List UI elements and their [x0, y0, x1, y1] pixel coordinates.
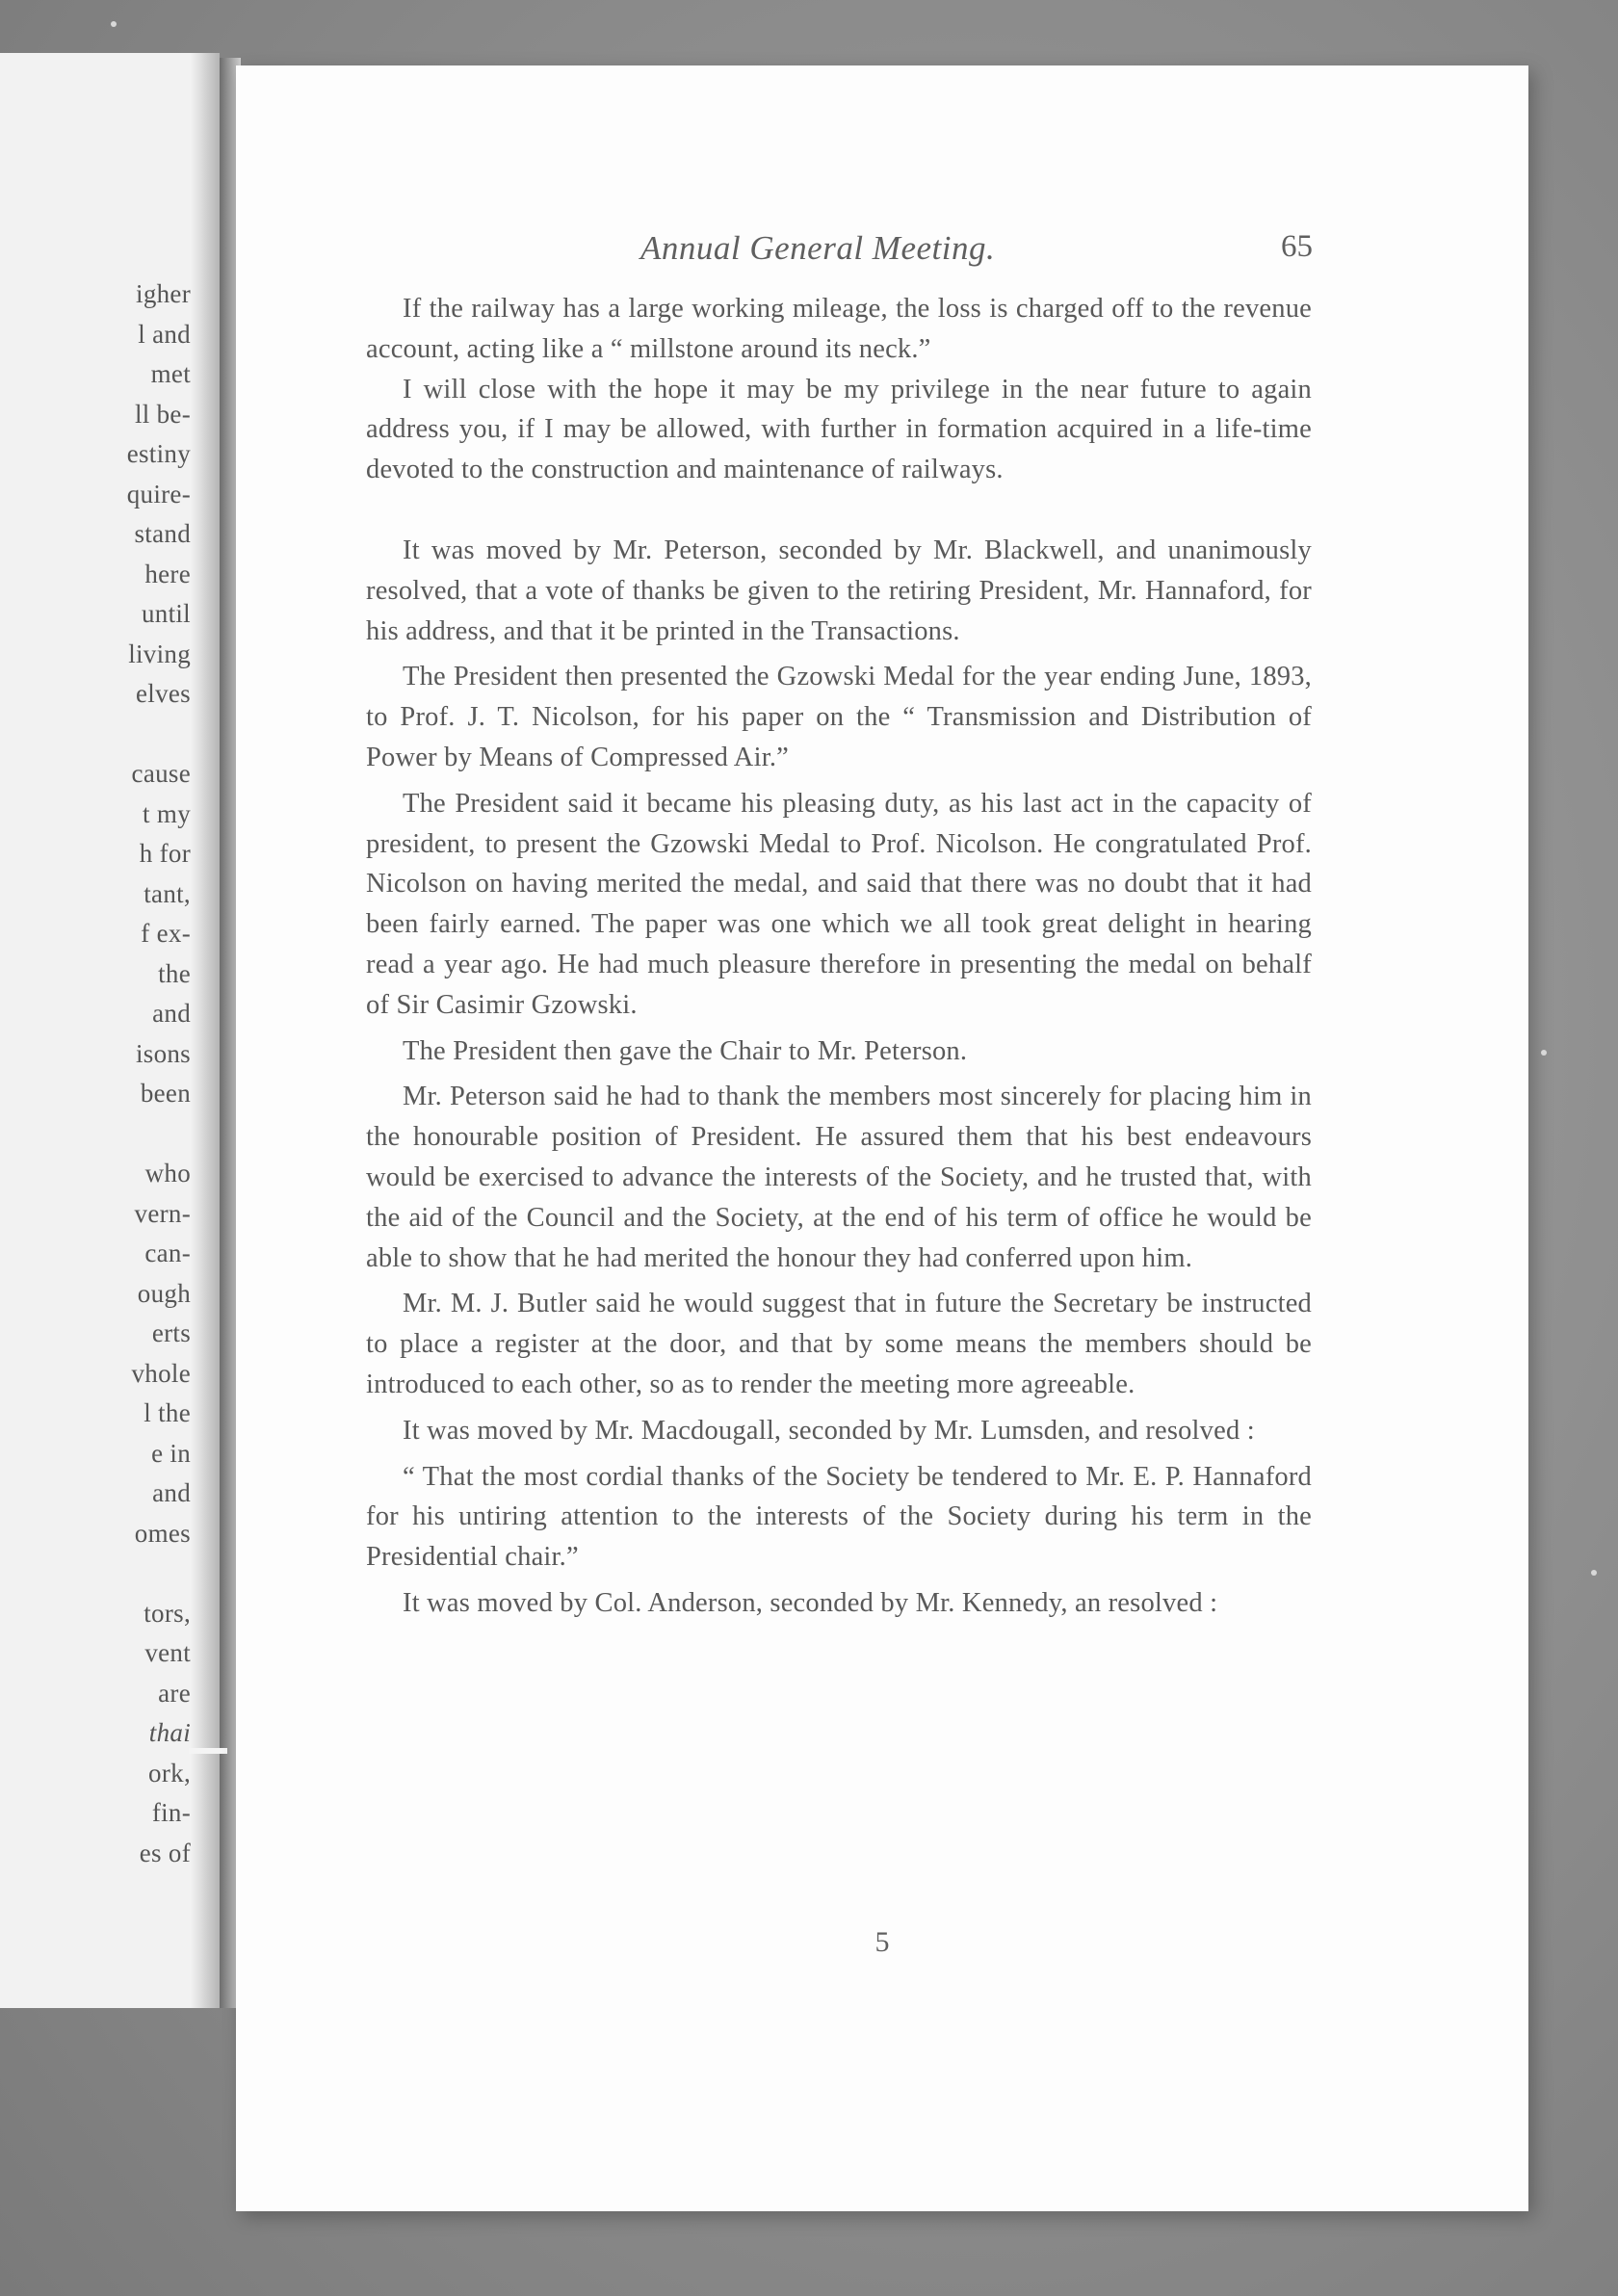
body-text: [366, 289, 1312, 1624]
spine-notch: [189, 1748, 227, 1754]
text-fragment: l and: [138, 319, 191, 349]
text-fragment: quire-: [126, 479, 191, 509]
text-fragment: are: [158, 1678, 191, 1708]
text-fragment: and: [152, 1478, 191, 1507]
dust-speck: [1591, 1570, 1597, 1576]
text-fragment: and: [152, 999, 191, 1028]
text-fragment: stand: [134, 519, 191, 548]
text-fragment: tant,: [144, 878, 191, 908]
text-fragment: l the: [144, 1398, 191, 1427]
paragraph: Mr. M. J. Butler said he would suggest that in future the Secretary be instructed to place a register at the door, and that by some means the members should be introduced to each other, so as to render the meeting more agreeable.: [366, 1289, 1312, 1399]
text-fragment: isons: [135, 1038, 191, 1068]
text-fragment: igher: [136, 279, 191, 308]
text-fragment: thai: [148, 1718, 191, 1747]
text-fragment: elves: [136, 679, 191, 708]
text-fragment: met: [150, 359, 191, 388]
text-fragment: estiny: [126, 439, 191, 468]
text-fragment: [0, 715, 191, 755]
paragraph: It was moved by Mr. Peterson, seconded by Mr. Blackwell, and unanimously resolved, that a vote of thanks be given to the retiring President, Mr. Hannaford, for his address, and that it be printed in the Transactions.: [366, 535, 1312, 646]
text-fragment: been: [140, 1079, 191, 1108]
text-fragment: until: [141, 599, 191, 628]
text-fragment: who: [144, 1159, 191, 1187]
text-fragment: here: [144, 559, 191, 588]
paragraph: The President then gave the Chair to Mr. Peterson.: [403, 1035, 968, 1066]
text-fragment: the: [158, 958, 191, 988]
text-fragment: [0, 1114, 191, 1155]
paragraph: The President said it became his pleasing duty, as his last act in the capacity of president, to present the Gzowski Medal to Prof. Nicolson. He congratulated Prof. Nicolson on having merited the medal, and said that there was no doubt that it had been fairly earned. The paper was one which we all took great delight in hearing read a year ago. He had much pleasure therefore in presenting the medal on behalf of Sir Casimir Gzowski.: [366, 788, 1312, 1020]
text-fragment: h for: [139, 839, 191, 868]
text-fragment: t my: [143, 798, 191, 828]
running-head: [236, 229, 1528, 277]
text-fragment: [0, 1553, 191, 1594]
text-fragment: vern-: [134, 1198, 191, 1228]
text-fragment: ork,: [148, 1758, 191, 1787]
text-fragment: e in: [151, 1438, 191, 1468]
text-fragment: erts: [151, 1318, 191, 1347]
text-fragment: f ex-: [141, 919, 191, 948]
running-title: Annual General Meeting.: [640, 229, 996, 267]
gutter-shadow: [191, 53, 220, 2008]
text-fragment: living: [128, 639, 191, 668]
paragraph: It was moved by Mr. Macdougall, seconded by Mr. Lumsden, and resolved :: [403, 1415, 1255, 1446]
previous-page-text-fragments: [0, 274, 191, 1873]
paragraph: Mr. Peterson said he had to thank the members most sincerely for placing him in the honourable position of President. He assured them that his best endeavours would be exercised to advance the interests of the Society, and he trusted that, with the aid of the Council and the Society, at the end of his term of office he would be able to show that he had merited the honour they had conferred upon him.: [366, 1082, 1312, 1273]
text-fragment: tors,: [144, 1598, 191, 1628]
text-fragment: can-: [144, 1239, 191, 1267]
paragraph: I will close with the hope it may be my privilege in the near future to again address you, if I may be allowed, with further in formation acquired in a life-time devoted to the construction and maintenance of railways.: [366, 374, 1312, 485]
text-fragment: cause: [131, 759, 191, 788]
text-fragment: omes: [134, 1518, 191, 1548]
text-fragment: fin-: [151, 1798, 191, 1827]
dust-speck: [111, 21, 117, 27]
text-fragment: vent: [144, 1638, 191, 1667]
text-fragment: ll be-: [134, 399, 191, 429]
previous-page-edge: [0, 53, 220, 2008]
text-fragment: es of: [139, 1838, 191, 1867]
text-fragment: vhole: [131, 1358, 191, 1388]
dust-speck: [1541, 1050, 1547, 1056]
current-page: [236, 65, 1528, 2211]
paragraph: If the railway has a large working mileage, the loss is charged off to the revenue account, acting like a “ millstone around its neck.”: [366, 294, 1312, 364]
paragraph: “ That the most cordial thanks of the Society be tendered to Mr. E. P. Hannaford for his untiring attention to the interests of the Society during his term in the Presidential chair.”: [366, 1461, 1312, 1573]
paragraph: It was moved by Col. Anderson, seconded by Mr. Kennedy, an resolved :: [403, 1587, 1218, 1618]
text-fragment: ough: [137, 1278, 191, 1308]
paragraph: The President then presented the Gzowski Medal for the year ending June, 1893, to Prof. J. T. Nicolson, for his paper on the “ Transmission and Distribution of Power by Means of Compressed Air.”: [366, 662, 1312, 772]
signature-mark: 5: [874, 1926, 890, 1958]
page-number: 65: [1281, 229, 1313, 264]
